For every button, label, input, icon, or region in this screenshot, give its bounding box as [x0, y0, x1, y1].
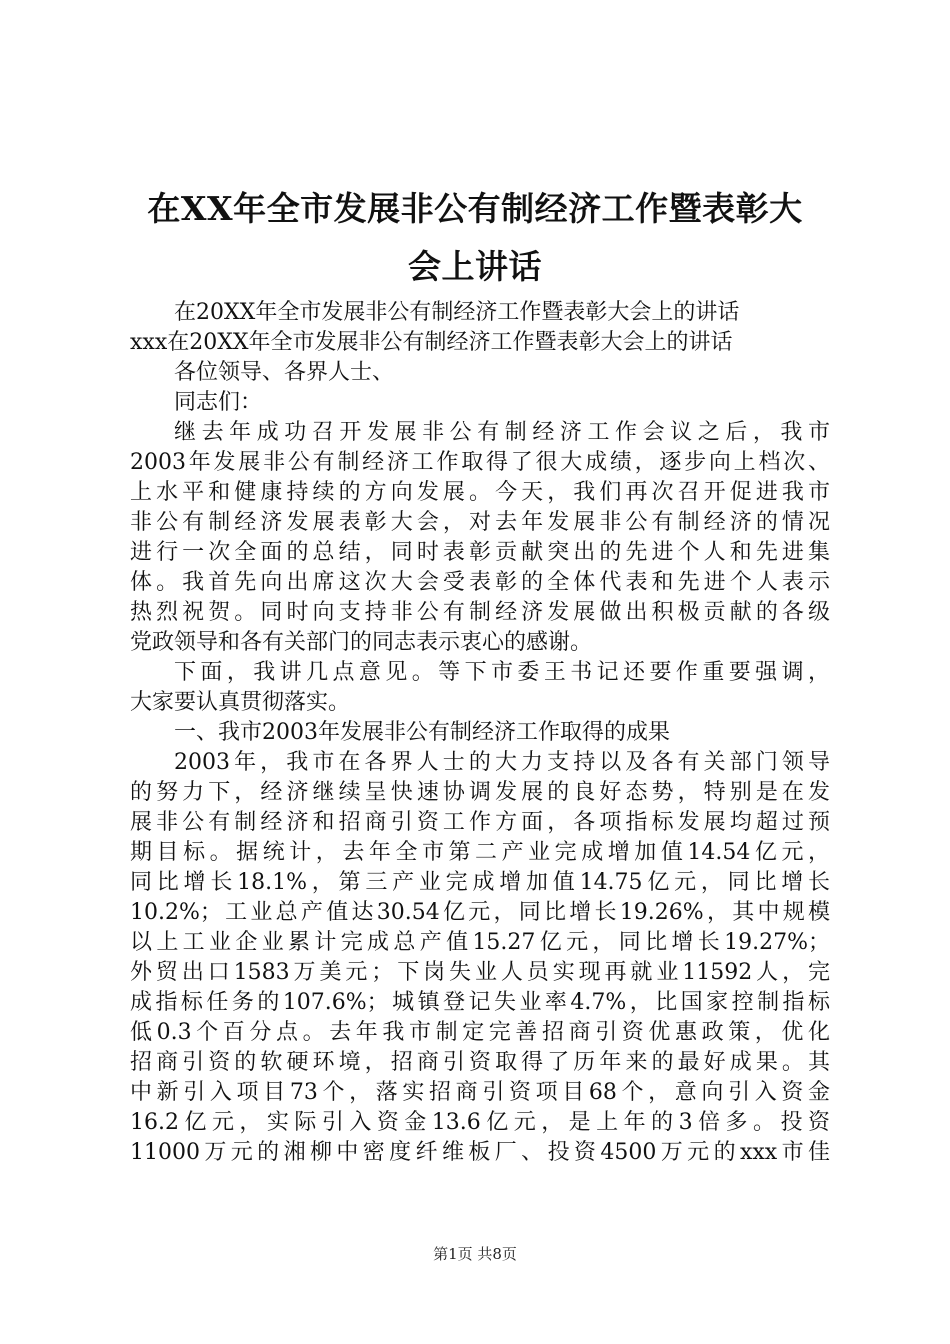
body-line: 同比增长18.1%，第三产业完成增加值14.75亿元，同比增长: [130, 870, 830, 895]
body-line: 期目标。据统计，去年全市第二产业完成增加值14.54亿元，: [130, 840, 830, 865]
body-line: 低0.3个百分点。去年我市制定完善招商引资优惠政策，优化: [130, 1020, 830, 1045]
body-line: xxx在20XX年全市发展非公有制经济工作暨表彰大会上的讲话: [130, 330, 733, 355]
body-line: 下面，我讲几点意见。等下市委王书记还要作重要强调，: [174, 660, 830, 685]
body-line: 招商引资的软硬环境，招商引资取得了历年来的最好成果。其: [130, 1050, 830, 1075]
body-line: 大家要认真贯彻落实。: [130, 690, 351, 715]
body-line: 中新引入项目73个，落实招商引资项目68个，意向引入资金: [130, 1080, 830, 1105]
body-line: 的努力下，经济继续呈快速协调发展的良好态势，特别是在发: [130, 780, 830, 805]
body-line: 党政领导和各有关部门的同志表示衷心的感谢。: [130, 630, 593, 655]
body-line: 各位领导、各界人士、: [174, 360, 395, 385]
body-line: 热烈祝贺。同时向支持非公有制经济发展做出积极贡献的各级: [130, 600, 830, 625]
page-number-footer: 第1页 共8页: [433, 1245, 517, 1263]
body-line: 10.2%；工业总产值达30.54亿元，同比增长19.26%，其中规模: [130, 900, 830, 925]
document-title-line-2: 会上讲话: [408, 247, 542, 286]
body-line: 上水平和健康持续的方向发展。今天，我们再次召开促进我市: [130, 480, 830, 505]
body-line: 2003年发展非公有制经济工作取得了很大成绩，逐步向上档次、: [130, 450, 830, 475]
body-line: 展非公有制经济和招商引资工作方面，各项指标发展均超过预: [130, 810, 830, 835]
body-line: 2003年，我市在各界人士的大力支持以及各有关部门领导: [174, 750, 830, 775]
body-line: 同志们：: [174, 390, 263, 415]
section-heading: 一、我市2003年发展非公有制经济工作取得的成果: [174, 720, 670, 745]
document-body: [130, 298, 830, 1168]
body-line: 成指标任务的107.6%；城镇登记失业率4.7%，比国家控制指标: [130, 990, 830, 1015]
body-line: 在20XX年全市发展非公有制经济工作暨表彰大会上的讲话: [174, 300, 740, 325]
body-line: 非公有制经济发展表彰大会，对去年发展非公有制经济的情况: [130, 510, 830, 535]
body-line: 11000万元的湘柳中密度纤维板厂、投资4500万元的xxx市佳: [130, 1140, 830, 1165]
body-line: 继去年成功召开发展非公有制经济工作会议之后，我市: [174, 420, 830, 445]
body-line: 以上工业企业累计完成总产值15.27亿元，同比增长19.27%；: [130, 930, 830, 955]
document-title-line-1: 在XX年全市发展非公有制经济工作暨表彰大: [147, 189, 803, 228]
body-line: 进行一次全面的总结，同时表彰贡献突出的先进个人和先进集: [130, 540, 830, 565]
body-line: 16.2亿元，实际引入资金13.6亿元，是上年的3倍多。投资: [130, 1110, 830, 1135]
body-line: 外贸出口1583万美元；下岗失业人员实现再就业11592人，完: [130, 960, 830, 985]
body-line: 体。我首先向出席这次大会受表彰的全体代表和先进个人表示: [130, 570, 830, 595]
